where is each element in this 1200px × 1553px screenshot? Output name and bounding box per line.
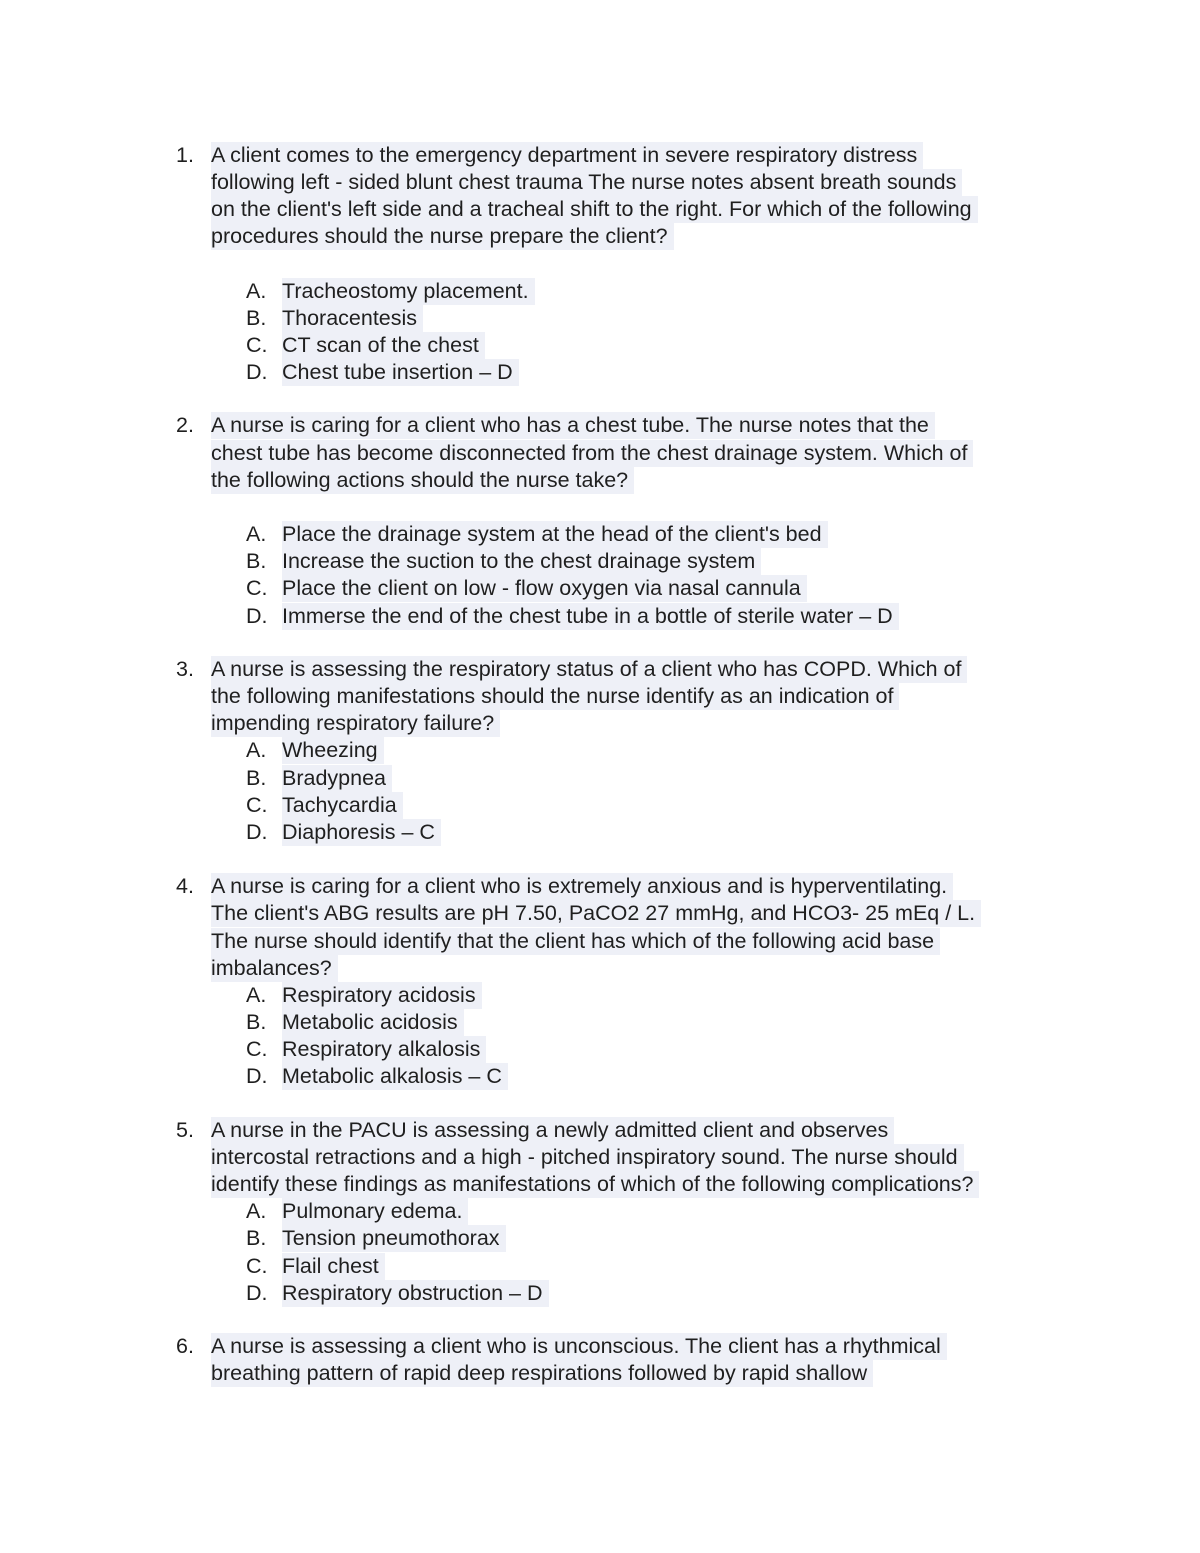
option-text: Respiratory alkalosis — [282, 1036, 486, 1063]
question-number: 2. — [176, 413, 194, 437]
question-number: 3. — [176, 657, 194, 681]
option-letter: B. — [246, 306, 267, 330]
option-text: Thoracentesis — [282, 305, 423, 332]
option-letter: C. — [246, 1254, 268, 1278]
option-text: Metabolic alkalosis – C — [282, 1063, 508, 1090]
question-stem-line: on the client's left side and a tracheal shift to the right. For which of the following — [211, 196, 978, 223]
option-letter: D. — [246, 1281, 268, 1305]
option-letter: D. — [246, 604, 268, 628]
option-text: Place the drainage system at the head of the client's bed — [282, 521, 828, 548]
option-letter: A. — [246, 522, 267, 546]
question-number: 1. — [176, 143, 194, 167]
option-letter: B. — [246, 1226, 267, 1250]
option-letter: C. — [246, 793, 268, 817]
question-number: 5. — [176, 1118, 194, 1142]
question-stem-line: impending respiratory failure? — [211, 710, 500, 737]
question-stem-line: procedures should the nurse prepare the client? — [211, 223, 674, 250]
question-stem-line: A client comes to the emergency department in severe respiratory distress — [211, 142, 923, 169]
option-letter: D. — [246, 820, 268, 844]
question-stem-line: imbalances? — [211, 955, 338, 982]
question-stem-line: breathing pattern of rapid deep respirations followed by rapid shallow — [211, 1360, 873, 1387]
option-letter: B. — [246, 549, 267, 573]
option-letter: A. — [246, 738, 267, 762]
question-stem-line: A nurse in the PACU is assessing a newly admitted client and observes — [211, 1117, 894, 1144]
option-letter: A. — [246, 983, 267, 1007]
option-letter: B. — [246, 1010, 267, 1034]
option-letter: C. — [246, 333, 268, 357]
question-number: 4. — [176, 874, 194, 898]
option-text: Chest tube insertion – D — [282, 359, 519, 386]
question-stem-line: A nurse is caring for a client who is extremely anxious and is hyperventilating. — [211, 873, 953, 900]
question-stem-line: following left - sided blunt chest trauma The nurse notes absent breath sounds — [211, 169, 962, 196]
question-stem-line: A nurse is assessing the respiratory status of a client who has COPD. Which of — [211, 656, 967, 683]
question-number: 6. — [176, 1334, 194, 1358]
question-stem-line: The client's ABG results are pH 7.50, PaCO2 27 mmHg, and HCO3- 25 mEq / L. — [211, 900, 981, 927]
question-stem-line: intercostal retractions and a high - pitched inspiratory sound. The nurse should — [211, 1144, 964, 1171]
option-text: Increase the suction to the chest drainage system — [282, 548, 761, 575]
option-letter: A. — [246, 279, 267, 303]
option-text: Tracheostomy placement. — [282, 278, 535, 305]
option-text: Respiratory obstruction – D — [282, 1280, 549, 1307]
question-stem-line: A nurse is assessing a client who is unconscious. The client has a rhythmical — [211, 1333, 947, 1360]
option-text: Flail chest — [282, 1253, 385, 1280]
option-text: Respiratory acidosis — [282, 982, 482, 1009]
option-letter: A. — [246, 1199, 267, 1223]
question-stem-line: A nurse is caring for a client who has a chest tube. The nurse notes that the — [211, 412, 935, 439]
option-text: Pulmonary edema. — [282, 1198, 468, 1225]
option-text: Tension pneumothorax — [282, 1225, 506, 1252]
option-letter: D. — [246, 1064, 268, 1088]
question-stem-line: The nurse should identify that the client has which of the following acid base — [211, 928, 940, 955]
option-text: Place the client on low - flow oxygen via nasal cannula — [282, 575, 807, 602]
option-text: Immerse the end of the chest tube in a bottle of sterile water – D — [282, 603, 899, 630]
question-stem-line: chest tube has become disconnected from the chest drainage system. Which of — [211, 440, 973, 467]
option-text: Bradypnea — [282, 765, 392, 792]
option-text: Metabolic acidosis — [282, 1009, 464, 1036]
option-letter: B. — [246, 766, 267, 790]
question-stem-line: the following manifestations should the nurse identify as an indication of — [211, 683, 899, 710]
question-stem-line: the following actions should the nurse take? — [211, 467, 634, 494]
option-text: Diaphoresis – C — [282, 819, 441, 846]
option-letter: C. — [246, 576, 268, 600]
option-letter: C. — [246, 1037, 268, 1061]
option-letter: D. — [246, 360, 268, 384]
option-text: Wheezing — [282, 737, 384, 764]
option-text: Tachycardia — [282, 792, 403, 819]
option-text: CT scan of the chest — [282, 332, 485, 359]
question-stem-line: identify these findings as manifestations of which of the following complications? — [211, 1171, 979, 1198]
